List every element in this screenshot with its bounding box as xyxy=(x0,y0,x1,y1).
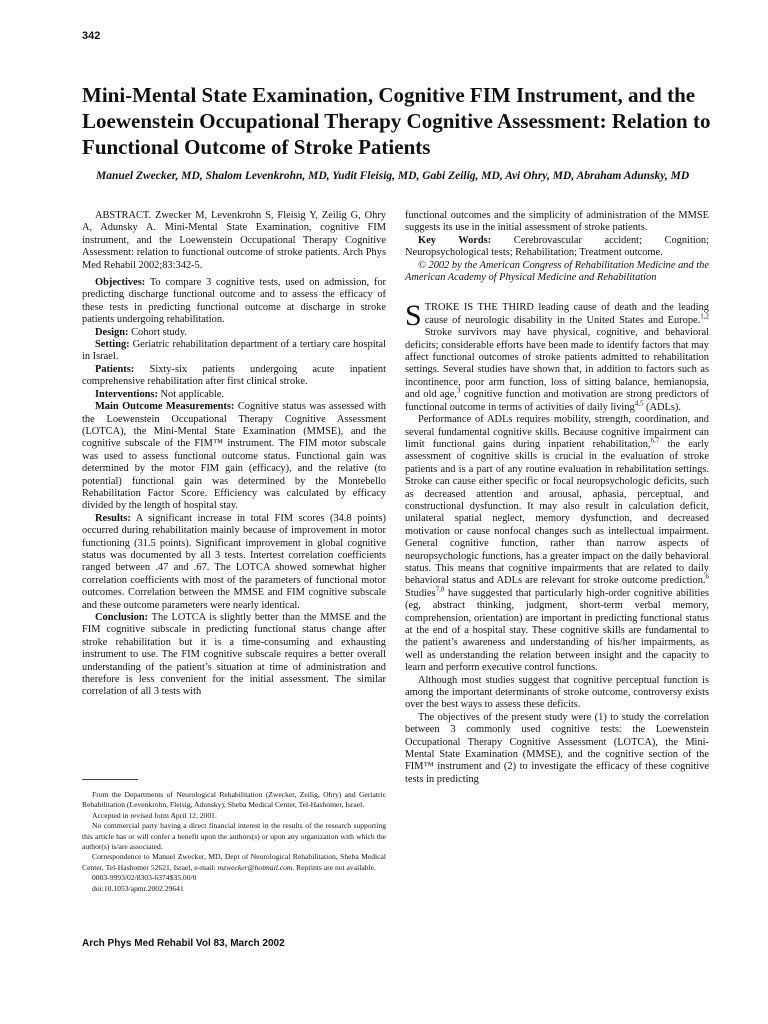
p1-text-c: cognitive function and motivation are strong predictors of functional outcome in terms of activities of daily living xyxy=(405,389,709,413)
objectives-label: Objectives: xyxy=(95,277,146,289)
setting-label: Setting: xyxy=(95,339,130,351)
abstract-setting xyxy=(82,339,386,364)
author-list: Manuel Zwecker, MD, Shalom Levenkrohn, MD, Yudit Fleisig, MD, Gabi Zeilig, MD, Avi Ohry, MD, Abraham Adunsky, MD xyxy=(96,170,690,182)
footnote-issn: 0003-9993/02/8303-6374$35.00/0 xyxy=(92,873,197,883)
left-column xyxy=(82,210,386,699)
interventions-label: Interventions: xyxy=(95,388,158,400)
p2-text-d: have suggested that particularly high-order cognitive abilities (eg, abstract thinking, judgment, short-term verbal memory, comprehension, orientation) are important in predicting functional status at the end of a hospital stay. These cognitive skills are fundamental to the patient’s awareness and understanding of his/her impairments, as well as understanding the relation between insight and the capacity to learn and perform executive control functions. xyxy=(405,587,709,674)
abstract-conclusion xyxy=(82,612,386,699)
keywords-label: Key Words: xyxy=(418,234,492,246)
body-paragraph-4: The objectives of the present study were (1) to study the correlation between 3 commonly used cognitive tests: the Loewenstein Occupational Therapy Cognitive Assessment (LOTCA), the Mini-Mental State Examination (MMSE), and the cognitive section of the FIM™ instrument and (2) to investigate the efficacy of these cognitive tests in predicting xyxy=(405,711,709,785)
right-column xyxy=(405,210,709,786)
abstract-patients xyxy=(82,364,386,389)
footnote-correspondence xyxy=(82,852,386,873)
page-number: 342 xyxy=(82,30,101,42)
p1-text-d: (ADLs). xyxy=(643,401,681,413)
keywords-text: Cerebrovascular accident; Cognition; Neuropsychological tests; Rehabilitation; Treatment outcome. xyxy=(405,234,709,259)
abstract-interventions xyxy=(82,389,386,401)
article-title: Mini-Mental State Examination, Cognitive FIM Instrument, and the Loewenstein Occupational Therapy Cognitive Assessment: Relation to Functional Outcome of Stroke Patients xyxy=(82,83,711,159)
body-paragraph-3: Although most studies suggest that cognitive perceptual function is among the important determinants of stroke outcome, controversy exists over the best ways to assess these deficits. xyxy=(405,674,709,711)
patients-label: Patients: xyxy=(95,363,135,375)
conclusion-label: Conclusion: xyxy=(95,612,149,623)
measures-text: Cognitive status was assessed with the Loewenstein Occupational Therapy Cognitive Assessment (LOTCA), the Mini-Mental State Examination (MMSE), and the cognitive subscale of the FIM™ instrument. The FIM motor subscale was used to assess functional outcome status. Functional gain was determined by the motor FIM gain (efficacy), and the relative (to potential) functional gain was determined by the Montebello Rehabilitation Factor Score. Efficiency was calculated by efficacy divided by the length of hospital stay. xyxy=(82,401,386,512)
footnote-rule xyxy=(82,779,138,780)
ref-1-2[interactable]: 1,2 xyxy=(700,312,709,321)
abstract-objectives xyxy=(82,277,386,327)
p2-text-a: Performance of ADLs requires mobility, strength, coordination, and several fundamental cognitive skills. Because cognitive impairment can limit functional gains during inpatient rehabilitation, xyxy=(405,414,709,450)
measures-label: Main Outcome Measurements: xyxy=(95,401,235,413)
body-paragraph-2 xyxy=(405,414,709,675)
results-label: Results: xyxy=(95,512,131,524)
correspondence-text-end: . Reprints are not available. xyxy=(292,862,376,872)
abstract-measures xyxy=(82,401,386,513)
footnote-accepted: Accepted in revised form April 12, 2001. xyxy=(92,810,217,820)
copyright-notice: © 2002 by the American Congress of Rehabilitation Medicine and the American Academy of Physical Medicine and Rehabilitation xyxy=(405,259,709,284)
p2-text-c: Studies xyxy=(405,587,436,599)
correspondence-email[interactable]: mzwecker@hotmail.com xyxy=(217,862,293,872)
abstract-keywords xyxy=(405,235,709,260)
footnote-conflict: No commercial party having a direct financial interest in the results of the research supporting this article has or will confer a benefit upon the authors(s) or upon any organization with which the author(s) is/are associated. xyxy=(82,821,386,852)
ref-6[interactable]: 6 xyxy=(705,572,709,581)
conclusion-text: The LOTCA is slightly better than the MMSE and the FIM cognitive subscale in predicting functional status change after stroke rehabilitation but it is a time-consuming and exhausting instrument to use. The FIM cognitive subscale requires a better overall understanding of the patient’s situation at time of administration and therefore is less convenient for the initial assessment. The similar correlation of all 3 tests with xyxy=(82,612,386,698)
drop-cap: S xyxy=(405,299,422,333)
p1-text-a: TROKE IS THE THIRD leading cause of death and the leading cause of neurologic disability in the United States and Europe. xyxy=(424,302,709,326)
body-paragraph-1 xyxy=(405,299,709,414)
ref-6-7[interactable]: 6,7 xyxy=(650,436,660,445)
patients-text: Sixty-six patients undergoing acute inpatient comprehensive rehabilitation after first clinical stroke. xyxy=(82,363,386,388)
objectives-text: To compare 3 cognitive tests, used on admission, for predicting discharge functional outcome and to assess the efficacy of these tests in predicting functional outcome at discharge in stroke patients undergoing rehabilitation. xyxy=(82,277,386,326)
footnote-affiliation: From the Departments of Neurological Rehabilitation (Zwecker, Zeilig, Ohry) and Geriatric Rehabilitation (Levenkrohn, Fleisig, Adunsky), Sheba Medical Center, Tel-Hashomer, Israel. xyxy=(82,790,386,810)
abstract-design xyxy=(82,327,386,339)
abstract-citation: ABSTRACT. Zwecker M, Levenkrohn S, Fleisig Y, Zeilig G, Ohry A, Adunsky A. Mini-Mental State Examination, cognitive FIM instrument, and the Loewenstein Occupational Therapy Cognitive Assessment: relation to functional outcome of stroke patients. Arch Phys Med Rehabil 2002;83:342-5. xyxy=(82,210,386,271)
setting-text: Geriatric rehabilitation department of a tertiary care hospital in Israel. xyxy=(82,339,386,363)
results-text: A significant increase in total FIM scores (34.8 points) occurred during rehabilitation mainly because of improvement in motor functioning (31.5 points). Significant improvement in global cognitive status was documented by all 3 tests. Intertest correlation coefficients ranged between .47 and .67. The LOTCA showed somewhat higher correlation coefficients with most of the parameters of functional motor outcomes. Correlation between the MMSE and FIM cognitive subscale and these outcome parameters were nearly identical. xyxy=(82,512,386,611)
p1-text-b: Stroke survivors may have physical, cognitive, and behavioral deficits; considerable efforts have been made to identify factors that may affect functional outcomes of stroke patients admitted to rehabilitation settings. Several studies have shown that, in addition to factors such as incontinence, poor arm function, loss of sitting balance, hemianopsia, and old age, xyxy=(405,327,709,401)
journal-footer: Arch Phys Med Rehabil Vol 83, March 2002 xyxy=(82,938,285,949)
correspondence-text: Correspondence to Manuel Zwecker, MD, Dept of Neurological Rehabilitation, Sheba Medical Center, Tel-Hashomer 52621, Israel, e-mail: xyxy=(82,852,386,872)
ref-7-8[interactable]: 7,8 xyxy=(435,585,445,594)
ref-3[interactable]: 3 xyxy=(456,386,461,395)
design-label: Design: xyxy=(95,326,129,338)
footnotes xyxy=(82,790,386,894)
ref-4-5[interactable]: 4,5 xyxy=(634,399,644,408)
abstract-conclusion-cont: functional outcomes and the simplicity of administration of the MMSE suggests its use in the initial assessment of stroke patients. xyxy=(405,210,709,234)
design-text: Cohort study. xyxy=(131,326,187,338)
p2-text-b: the early assessment of cognitive skills is crucial in the evaluation of stroke patients and is a part of any routine evaluation in rehabilitation settings. Stroke can cause either specific or focal neuropsychologic deficits, such as decreased attention and arousal, aphasia, perceptual, and constructional dysfunction. It may also result in calculation deficit, unilateral spatial neglect, memory dysfunction, and decreased motivation or cause nonfocal changes such as intellectual impairment. General cognitive function, rather than narrow aspects of neuropsychologic functions, has a greater impact on the daily behavioral status. This means that cognitive impairments that are related to daily behavioral status and ADLs are relevant for stroke outcome prediction. xyxy=(405,438,709,587)
footnote-doi: doi:10.1053/apmr.2002.29641 xyxy=(92,883,184,893)
interventions-text: Not applicable. xyxy=(160,388,225,400)
abstract-results xyxy=(82,513,386,612)
